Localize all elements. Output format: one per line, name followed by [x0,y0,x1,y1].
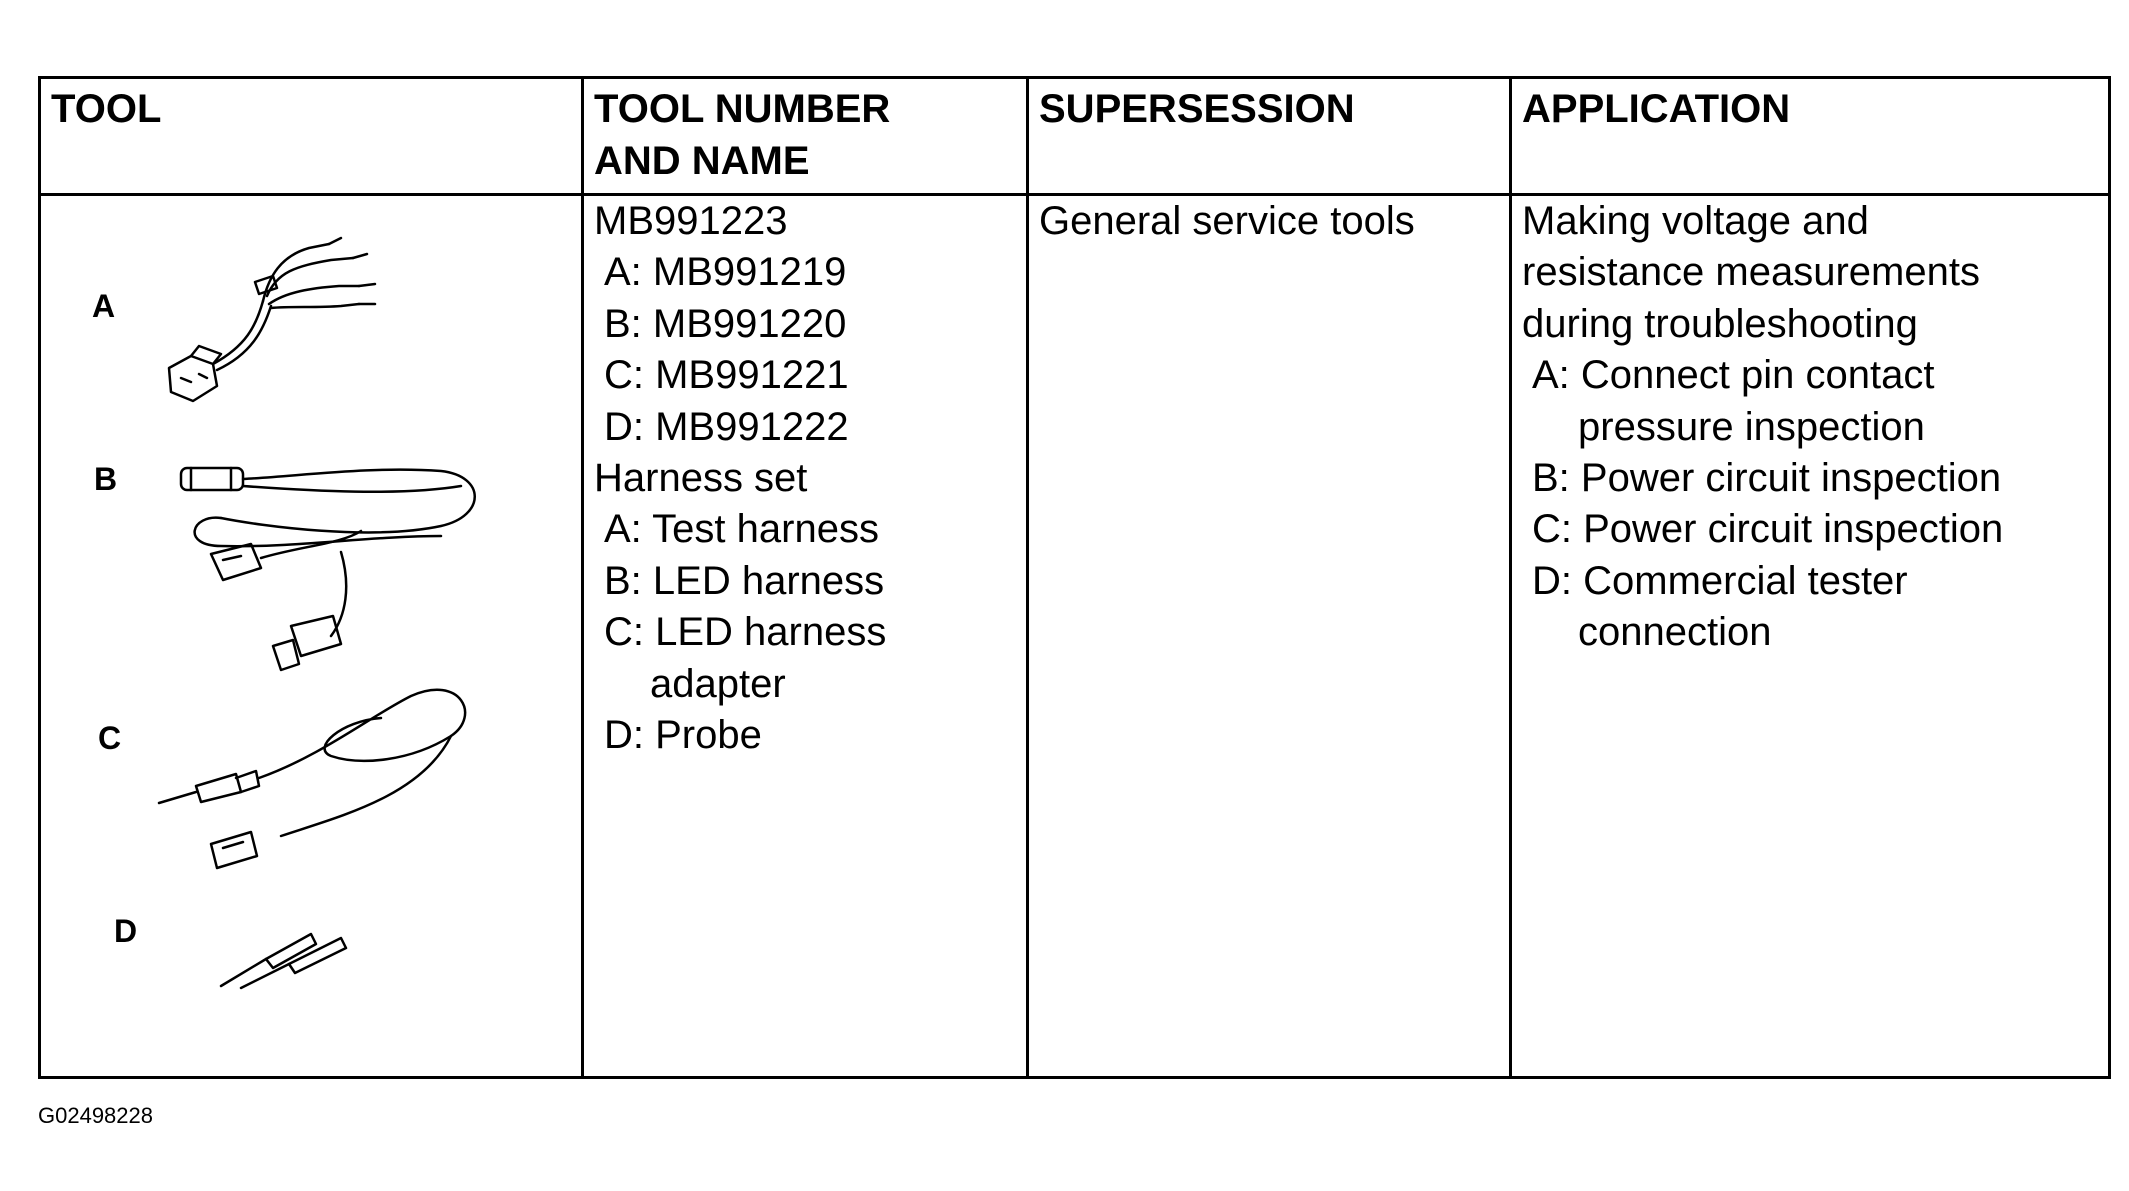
led-harness-adapter-drawing [159,690,465,868]
tool-name-line: C: LED harness [604,610,887,655]
tool-label-b: B [94,461,118,497]
application-line: pressure inspection [1578,404,1925,449]
test-harness-drawing [169,238,375,401]
tool-illustrations [41,196,581,1076]
header-tool: TOOL [51,87,162,131]
application-line: during troubleshooting [1522,301,1918,346]
tool-name-line: Harness set [594,456,808,501]
probe-drawing [221,934,346,988]
application-line: C: Power circuit inspection [1532,507,2004,552]
tool-label-a: A [92,288,116,324]
tool-number-line: A: MB991219 [604,250,847,295]
application-line: A: Connect pin contact [1532,353,1935,398]
application-cell [1512,196,2108,1076]
tool-number-line: B: MB991220 [604,301,847,346]
supersession-cell [1029,196,1509,1076]
special-tools-table [38,76,2111,1079]
tool-name-line: D: Probe [604,713,762,758]
tool-number-line: C: MB991221 [604,353,849,398]
application-line: Making voltage and [1522,199,1869,243]
tool-name-line: B: LED harness [604,558,885,603]
application-line: B: Power circuit inspection [1532,456,2002,501]
tool-name-line: adapter [650,661,786,706]
tool-label-c: C [98,720,122,756]
tool-number-and-name-cell [584,196,1026,1076]
header-application: APPLICATION [1522,87,1791,131]
supersession-text: General service tools [1039,199,1415,243]
tool-drawings [41,196,581,1076]
header-tool-number-and-name: TOOL NUMBER AND NAME [594,87,891,183]
application-line: resistance measurements [1522,250,1980,295]
figure-id: G02498228 [38,1103,153,1128]
application-line: D: Commercial tester [1532,558,1908,603]
application-line: connection [1578,610,1772,655]
tool-name-line: A: Test harness [604,507,879,552]
led-harness-drawing [181,468,475,670]
header-supersession: SUPERSESSION [1039,87,1355,131]
tool-number-line: MB991223 [594,199,788,243]
tool-label-d: D [114,913,138,949]
tool-number-line: D: MB991222 [604,404,849,449]
